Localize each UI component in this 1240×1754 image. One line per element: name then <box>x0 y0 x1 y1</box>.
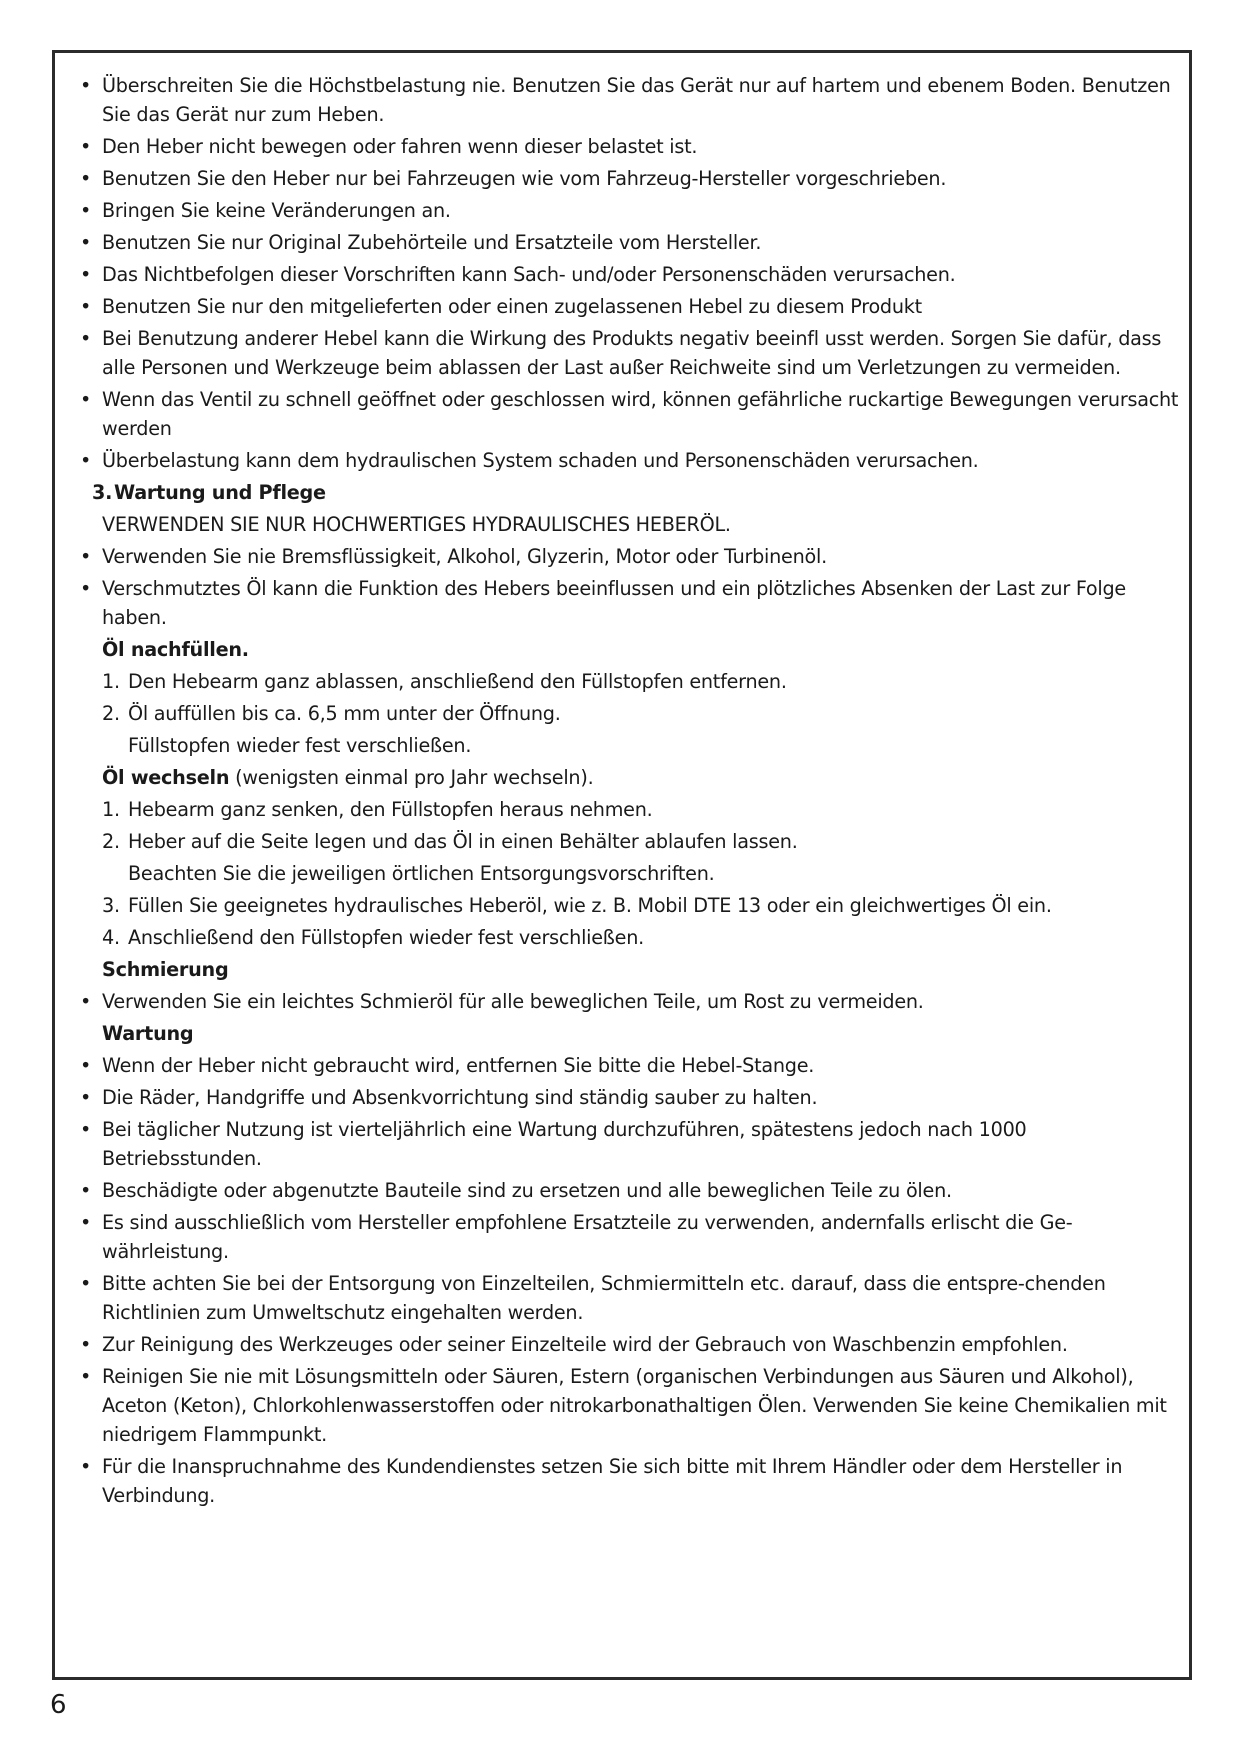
subheading <box>80 635 1180 664</box>
bullet-text: Zur Reinigung des Werkzeuges oder seiner Einzelteile wird der Gebrauch von Waschbenzin empfohlen. <box>102 1333 1068 1356</box>
bullet-text: Bitte achten Sie bei der Entsorgung von Einzelteilen, Schmiermitteln etc. darauf, dass die entspre-chenden Richtlinien zum Umweltschutz eingehalten werden. <box>102 1272 1106 1324</box>
step-number: 2. <box>102 830 120 853</box>
section-title: Wartung und Pflege <box>114 481 326 504</box>
bullet-item <box>80 987 1180 1016</box>
bullet-text: Benutzen Sie den Heber nur bei Fahrzeugen wie vom Fahrzeug-Hersteller vorgeschrieben. <box>102 167 947 190</box>
numbered-step <box>80 923 1180 952</box>
step-number: 4. <box>102 926 120 949</box>
numbered-step <box>80 891 1180 920</box>
bullet-item <box>80 228 1180 257</box>
numbered-step <box>80 699 1180 728</box>
step-text: Den Hebearm ganz ablassen, anschließend den Füllstopfen entfernen. <box>128 670 787 693</box>
numbered-step <box>80 795 1180 824</box>
bullet-item <box>80 292 1180 321</box>
bullet-text: Für die Inanspruchnahme des Kundendienstes setzen Sie sich bitte mit Ihrem Händler oder dem Hersteller in Verbindung. <box>102 1455 1123 1507</box>
bullet-item <box>80 1330 1180 1359</box>
bullet-item <box>80 260 1180 289</box>
continuation-text: Füllstopfen wieder fest verschließen. <box>128 734 472 757</box>
section-number: 3. <box>92 481 113 504</box>
notice-line <box>80 510 1180 539</box>
notice-text: VERWENDEN SIE NUR HOCHWERTIGES HYDRAULISCHES HEBERÖL. <box>102 513 731 536</box>
step-continuation <box>80 859 1180 888</box>
bullet-item <box>80 324 1180 382</box>
bullet-item <box>80 71 1180 129</box>
subheading <box>80 955 1180 984</box>
subheading-note: (wenigsten einmal pro Jahr wechseln). <box>229 766 594 789</box>
bullet-item <box>80 196 1180 225</box>
subheading <box>80 1019 1180 1048</box>
section-heading <box>80 478 1180 507</box>
step-text: Anschließend den Füllstopfen wieder fest verschließen. <box>128 926 644 949</box>
bullet-text: Überbelastung kann dem hydraulischen System schaden und Personenschäden verursachen. <box>102 449 979 472</box>
step-text: Hebearm ganz senken, den Füllstopfen heraus nehmen. <box>128 798 653 821</box>
bullet-item <box>80 542 1180 571</box>
bullet-text: Bei täglicher Nutzung ist vierteljährlich eine Wartung durchzuführen, spätestens jedoch nach 1000 Betriebsstunden. <box>102 1118 1027 1170</box>
bullet-item <box>80 132 1180 161</box>
step-text: Öl auffüllen bis ca. 6,5 mm unter der Öffnung. <box>128 702 561 725</box>
subheading-text: Öl nachfüllen. <box>102 638 249 661</box>
page-number: 6 <box>50 1690 67 1720</box>
bullet-text: Benutzen Sie nur Original Zubehörteile und Ersatzteile vom Hersteller. <box>102 231 762 254</box>
continuation-text: Beachten Sie die jeweiligen örtlichen Entsorgungsvorschriften. <box>128 862 715 885</box>
bullet-text: Bei Benutzung anderer Hebel kann die Wirkung des Produkts negativ beeinfl usst werden. Sorgen Sie dafür, dass alle Personen und Werkzeuge beim ablassen der Last außer Reichweite sind um Verletzungen zu vermeiden. <box>102 327 1162 379</box>
step-text: Füllen Sie geeignetes hydraulisches Heberöl, wie z. B. Mobil DTE 13 oder ein gleichwertiges Öl ein. <box>128 894 1052 917</box>
numbered-step <box>80 827 1180 856</box>
bullet-text: Die Räder, Handgriffe und Absenkvorrichtung sind ständig sauber zu halten. <box>102 1086 818 1109</box>
bullet-item <box>80 385 1180 443</box>
bullet-text: Verwenden Sie nie Bremsflüssigkeit, Alkohol, Glyzerin, Motor oder Turbinenöl. <box>102 545 827 568</box>
bullet-item <box>80 1115 1180 1173</box>
bullet-text: Den Heber nicht bewegen oder fahren wenn dieser belastet ist. <box>102 135 698 158</box>
bullet-text: Das Nichtbefolgen dieser Vorschriften kann Sach- und/oder Personenschäden verursachen. <box>102 263 956 286</box>
bullet-text: Beschädigte oder abgenutzte Bauteile sind zu ersetzen und alle beweglichen Teile zu ölen. <box>102 1179 952 1202</box>
bullet-item <box>80 1269 1180 1327</box>
bullet-text: Reinigen Sie nie mit Lösungsmitteln oder Säuren, Estern (organischen Verbindungen aus Säuren und Alkohol), Aceton (Keton), Chlorkohlenwasserstoffen oder nitrokarbonathaltigen Ölen. Verwenden Sie keine Chemikalien mit niedrigem Flammpunkt. <box>102 1365 1167 1446</box>
bullet-item <box>80 574 1180 632</box>
step-number: 3. <box>102 894 120 917</box>
numbered-step <box>80 667 1180 696</box>
subheading-with-note <box>80 763 1180 792</box>
step-number: 1. <box>102 670 120 693</box>
bullet-text: Wenn der Heber nicht gebraucht wird, entfernen Sie bitte die Hebel-Stange. <box>102 1054 815 1077</box>
bullet-item <box>80 1208 1180 1266</box>
bullet-item <box>80 1051 1180 1080</box>
bullet-text: Wenn das Ventil zu schnell geöffnet oder geschlossen wird, können gefährliche ruckartige Bewegungen verursacht werden <box>102 388 1179 440</box>
bullet-item <box>80 1176 1180 1205</box>
subheading-text: Schmierung <box>102 958 229 981</box>
bullet-text: Es sind ausschließlich vom Hersteller empfohlene Ersatzteile zu verwenden, andernfalls erlischt die Ge-währleistung. <box>102 1211 1073 1263</box>
bullet-text: Benutzen Sie nur den mitgelieferten oder einen zugelassenen Hebel zu diesem Produkt <box>102 295 922 318</box>
manual-text-body <box>80 71 1180 1510</box>
bullet-text: Verschmutztes Öl kann die Funktion des Hebers beeinflussen und ein plötzliches Absenken der Last zur Folge haben. <box>102 577 1126 629</box>
bullet-text: Bringen Sie keine Veränderungen an. <box>102 199 451 222</box>
bullet-item <box>80 1362 1180 1449</box>
bullet-text: Verwenden Sie ein leichtes Schmieröl für alle beweglichen Teile, um Rost zu vermeiden. <box>102 990 924 1013</box>
subheading-text: Öl wechseln <box>102 766 230 789</box>
bullet-item <box>80 164 1180 193</box>
step-text: Heber auf die Seite legen und das Öl in einen Behälter ablaufen lassen. <box>128 830 798 853</box>
step-number: 1. <box>102 798 120 821</box>
bullet-item <box>80 1083 1180 1112</box>
bullet-item <box>80 446 1180 475</box>
step-number: 2. <box>102 702 120 725</box>
subheading-text: Wartung <box>102 1022 194 1045</box>
step-continuation <box>80 731 1180 760</box>
bullet-item <box>80 1452 1180 1510</box>
bullet-text: Überschreiten Sie die Höchstbelastung nie. Benutzen Sie das Gerät nur auf hartem und ebenem Boden. Benutzen Sie das Gerät nur zum Heben. <box>102 74 1171 126</box>
